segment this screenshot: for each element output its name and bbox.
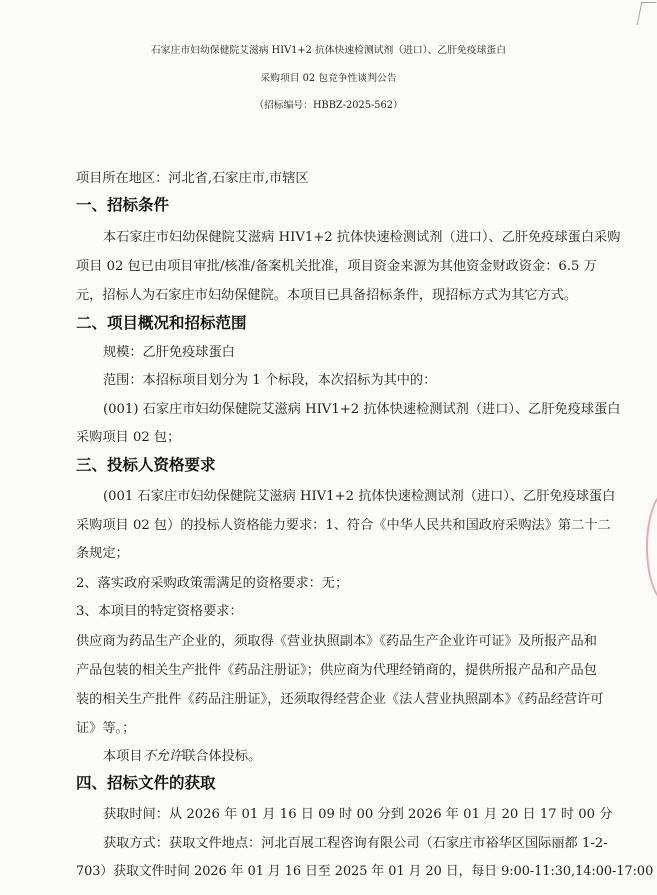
section-3-item-3: 3、本项目的特定资格要求： bbox=[76, 604, 243, 619]
section-2-lot-line-2: 采购项目 02 包； bbox=[76, 430, 181, 445]
section-2-lot-line-1: (001) 石家庄市妇幼保健院艾滋病 HIV1+2 抗体快速检测试剂（进口）、乙肝免疫球蛋白 bbox=[103, 402, 621, 417]
title-line-1: 石家庄市妇幼保健院艾滋病 HIV1+2 抗体快速检测试剂（进口）、乙肝免疫球蛋白 bbox=[151, 45, 506, 56]
section-2-scope: 范围：本招标项目划分为 1 个标段，本次招标为其中的： bbox=[103, 373, 437, 388]
section-4-time: 获取时间：从 2026 年 01 月 16 日 09 时 00 分到 2026 年 01 月 20 日 17 时 00 分 bbox=[103, 807, 613, 822]
section-4-heading: 四、招标文件的获取 bbox=[76, 774, 216, 792]
section-3-heading: 三、投标人资格要求 bbox=[76, 456, 216, 474]
section-3-req-line-3: 条规定； bbox=[76, 546, 129, 561]
section-3-spec-line-3: 装的相关生产批件《药品注册证》，还须取得经营企业《法人营业执照副本》《药品经营许可 bbox=[76, 692, 604, 707]
section-3-req-line-2: 采购项目 02 包）的投标人资格能力要求：1、符合《中华人民共和国政府采购法》第二十二 bbox=[76, 518, 611, 533]
section-1-heading: 一、招标条件 bbox=[76, 196, 170, 214]
section-3-spec-line-4: 证》等。； bbox=[76, 721, 136, 736]
section-4-method-line-1: 获取方式：获取文件地点：河北百展工程咨询有限公司（石家庄市裕华区国际丽都 1-2- bbox=[103, 836, 608, 851]
section-1-line-3: 元，招标人为石家庄市妇幼保健院。本项目已具备招标条件，现招标方式为其它方式。 bbox=[76, 288, 578, 303]
section-3-spec-line-1: 供应商为药品生产企业的，须取得《营业执照副本》《药品生产企业许可证》及所报产品和 bbox=[76, 634, 597, 649]
project-location: 项目所在地区：河北省,石家庄市,市辖区 bbox=[76, 171, 309, 186]
title-line-2: 采购项目 02 包竞争性谈判公告 bbox=[260, 73, 397, 84]
consortium-emphasis: 不允许 bbox=[142, 749, 183, 764]
consortium-prefix: 本项目 bbox=[103, 749, 143, 764]
section-2-scale: 规模：乙肝免疫球蛋白 bbox=[103, 345, 235, 360]
section-3-spec-line-2: 产品包装的相关生产批件《药品注册证》；供应商为代理经销商的，提供所报产品和产品包 bbox=[76, 663, 597, 678]
consortium-suffix: 联合体投标。 bbox=[182, 749, 262, 764]
consortium-statement bbox=[103, 745, 261, 764]
section-2-heading: 二、项目概况和招标范围 bbox=[76, 314, 247, 332]
section-1-line-2: 项目 02 包已由项目审批/核准/备案机关批准，项目资金来源为其他资金财政资金：6.5 万 bbox=[76, 259, 597, 274]
section-1-line-1: 本石家庄市妇幼保健院艾滋病 HIV1+2 抗体快速检测试剂（进口）、乙肝免疫球蛋白采购 bbox=[103, 230, 621, 245]
section-4-method-line-2: 703）获取文件时间 2026 年 01 月 16 日至 2025 年 01 月 20 日，每日 9:00-11:30,14:00-17:00 bbox=[76, 864, 654, 879]
section-3-req-line-1: (001 石家庄市妇幼保健院艾滋病 HIV1+2 抗体快速检测试剂（进口）、乙肝免疫球蛋白 bbox=[103, 489, 616, 504]
corner-mark bbox=[637, 2, 657, 25]
title-line-3: （招标编号：HBBZ-2025-562） bbox=[254, 100, 403, 111]
section-3-item-2: 2、落实政府采购政策需满足的资格要求：无； bbox=[76, 576, 349, 591]
red-seal-stamp bbox=[646, 490, 657, 604]
